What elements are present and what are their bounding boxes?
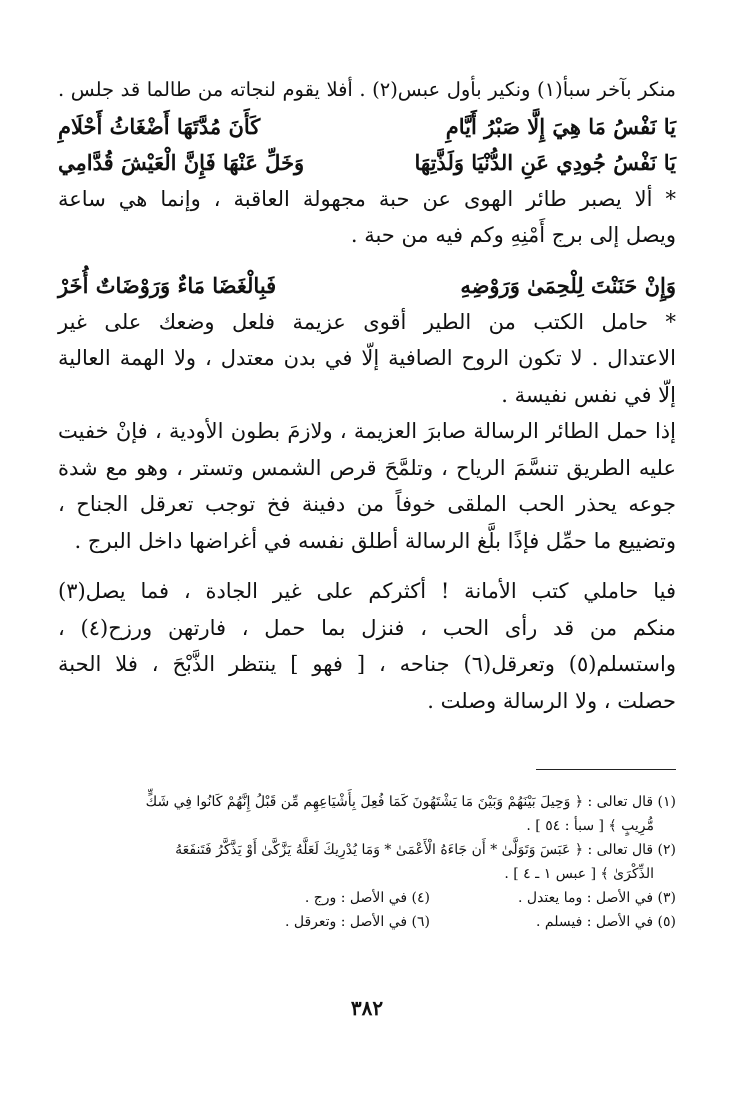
footnote-1: (١) قال تعالى : ﴿ وَحِيلَ بَيْنَهُمْ وَبَيْنَ مَا يَشْتَهُونَ كَمَا فُعِلَ بِأَشْيَاعِهِم مِّن قَبْلُ إِنَّهُمْ كَانُوا فِي شَكٍّ	[145, 794, 676, 810]
body-line: واستسلم(٥) وتعرقل(٦) جناحه ، [ فهو ] ينتظر الذَّبْحَ ، فلا الحبة	[58, 652, 676, 676]
body-line: * حامل الكتب من الطير أقوى عزيمة فلعل وضعك على غير	[58, 309, 676, 334]
page	[58, 72, 676, 1082]
verse-line	[58, 109, 676, 145]
body-line: إلّا في نفس نفيسة .	[501, 382, 676, 407]
verse-hemistich-right: يَا نَفْسُ مَا هِيَ إِلَّا صَبْرُ أَيَّامِ	[445, 114, 676, 139]
verse-hemistich-right: يَا نَفْسُ جُودِي عَنِ الدُّنْيَا وَلَذَّتِهَا	[414, 150, 676, 175]
footnote-row	[58, 910, 676, 934]
verse-hemistich-right: وَإِنْ حَنَنْتَ لِلْحِمَىٰ وَرَوْضِهِ	[460, 273, 676, 298]
footnotes	[58, 790, 676, 934]
main-text	[58, 72, 676, 109]
paragraph-2	[58, 304, 676, 414]
footnote-2-continued: الذِّكْرَىٰ ﴾ [ عبس ١ ـ ٤ ] .	[504, 866, 654, 882]
body-line: عليه الطريق تنسَّمَ الرياح ، وتلمَّحَ قرص الشمس وتستر ، وهو مع شدة	[58, 455, 676, 480]
body-line: فيا حاملي كتب الأمانة ! أكثركم على غير الجادة ، فما يصل(٣)	[58, 579, 676, 603]
body-line: منكم من قد رأى الحب ، فنزل بما حمل ، فارتهن ورزح(٤) ،	[58, 615, 676, 640]
footnote-divider	[536, 769, 676, 770]
body-line: وتضييع ما حمِّل فإذًا بلَّغ الرسالة أطلق نفسه في أغراضها داخل البرج .	[74, 528, 676, 553]
footnote-4: (٤) في الأصل : ورج .	[304, 890, 430, 906]
footnote-2: (٢) قال تعالى : ﴿ عَبَسَ وَتَوَلَّىٰ * أَن جَاءَهُ الْأَعْمَىٰ * وَمَا يُدْرِيكَ لَعَلَّهُ يَزَّكَّىٰ أَوْ يَذَّكَّرُ فَتَنفَعَهُ	[175, 842, 676, 858]
footnote-row	[58, 886, 676, 910]
verse-line	[58, 145, 676, 181]
body-line: ويصل إلى برج أَمْنِهِ وكم فيه من حبة .	[350, 223, 676, 247]
paragraph-4	[58, 573, 676, 719]
body-line: الاعتدال . لا تكون الروح الصافية إلّا في بدن معتدل ، ولا الهمة العالية	[58, 346, 676, 370]
footnote-6: (٦) في الأصل : وتعرقل .	[284, 914, 430, 930]
body-line: منكر بآخر سبأ(١) ونكير بأول عبس(٢) . أفلا يقوم لنجاته من طالما قد جلس .	[58, 78, 676, 101]
verse-hemistich-left: فَبِالْغَضَا مَاءٌ وَرَوْضَاتٌ أُخَرْ	[58, 273, 277, 298]
verse-hemistich-left: وَخَلِّ عَنْهَا فَإِنَّ الْعَيْشَ قُدَّامِي	[58, 150, 305, 175]
page-number: ٣٨٢	[350, 996, 384, 1020]
body-line: * ألا يصبر طائر الهوى عن حبة مجهولة العاقبة ، وإنما هي ساعة	[58, 186, 676, 211]
footnote-1-continued: مُّرِيبٍ ﴾ [ سبأ : ٥٤ ] .	[526, 818, 654, 834]
body-line: إذا حمل الطائر الرسالة صابرَ العزيمة ، ولازمَ بطون الأودية ، فإنْ خفيت	[58, 419, 676, 443]
footnote-5: (٥) في الأصل : فيسلم .	[536, 914, 676, 930]
body-line: جوعه يحذر الحب الملقى خوفاً من دفينة فخ توجب تعرقل الجناح ،	[58, 492, 676, 516]
paragraph-3	[58, 413, 676, 559]
paragraph-1	[58, 181, 676, 254]
verse-line	[58, 268, 676, 304]
body-line: حصلت ، ولا الرسالة وصلت .	[427, 688, 676, 713]
verse-hemistich-left: كَأَنَ مُدَّتَهَا أَضْغَاثُ أَحْلَامِ	[58, 114, 261, 139]
footnote-3: (٣) في الأصل : وما يعتدل .	[518, 890, 676, 906]
